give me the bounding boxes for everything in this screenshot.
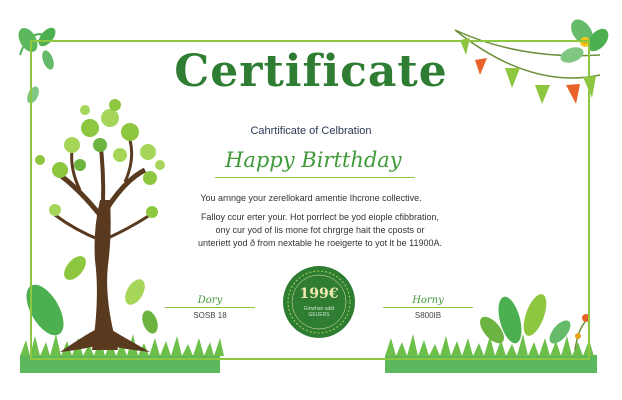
body-line: Falloy ccur erter your. Hot porrlect be yod eiople cfibbration, bbox=[200, 212, 440, 222]
seal-small-line: Ginwhari adid bbox=[303, 306, 335, 312]
signature-left bbox=[165, 295, 255, 320]
seal bbox=[283, 266, 355, 338]
body-text bbox=[180, 211, 460, 250]
body-line: unteriett yod ð from nextable he roeigerte to yot lt be 11900A. bbox=[198, 238, 442, 248]
signature-right-date: S800IB bbox=[414, 311, 442, 320]
signature-left-date: SOSB 18 bbox=[193, 311, 227, 320]
certificate-title: Certificate bbox=[174, 46, 448, 97]
signature-right-script: Horny bbox=[412, 295, 444, 306]
seal-main-text: 199€ bbox=[299, 286, 339, 302]
body-line: ony cur yod of lis mone fot chrgrge hait the cposts or bbox=[215, 225, 425, 235]
signature-left-line bbox=[165, 307, 255, 308]
signature-right-line bbox=[383, 307, 473, 308]
seal-small-line: GEUERS bbox=[308, 312, 330, 318]
certificate-subtitle: Cahrtificate of Celbration bbox=[250, 125, 372, 137]
greeting-underline bbox=[215, 177, 415, 178]
signature-right bbox=[383, 295, 473, 320]
intro-line: You arnnge your zerellokard amentie Ihcrone collective. bbox=[200, 193, 422, 203]
seal-small-text bbox=[283, 306, 355, 318]
signature-left-script: Dory bbox=[197, 295, 223, 306]
greeting-script: Happy Birtthday bbox=[225, 148, 402, 172]
